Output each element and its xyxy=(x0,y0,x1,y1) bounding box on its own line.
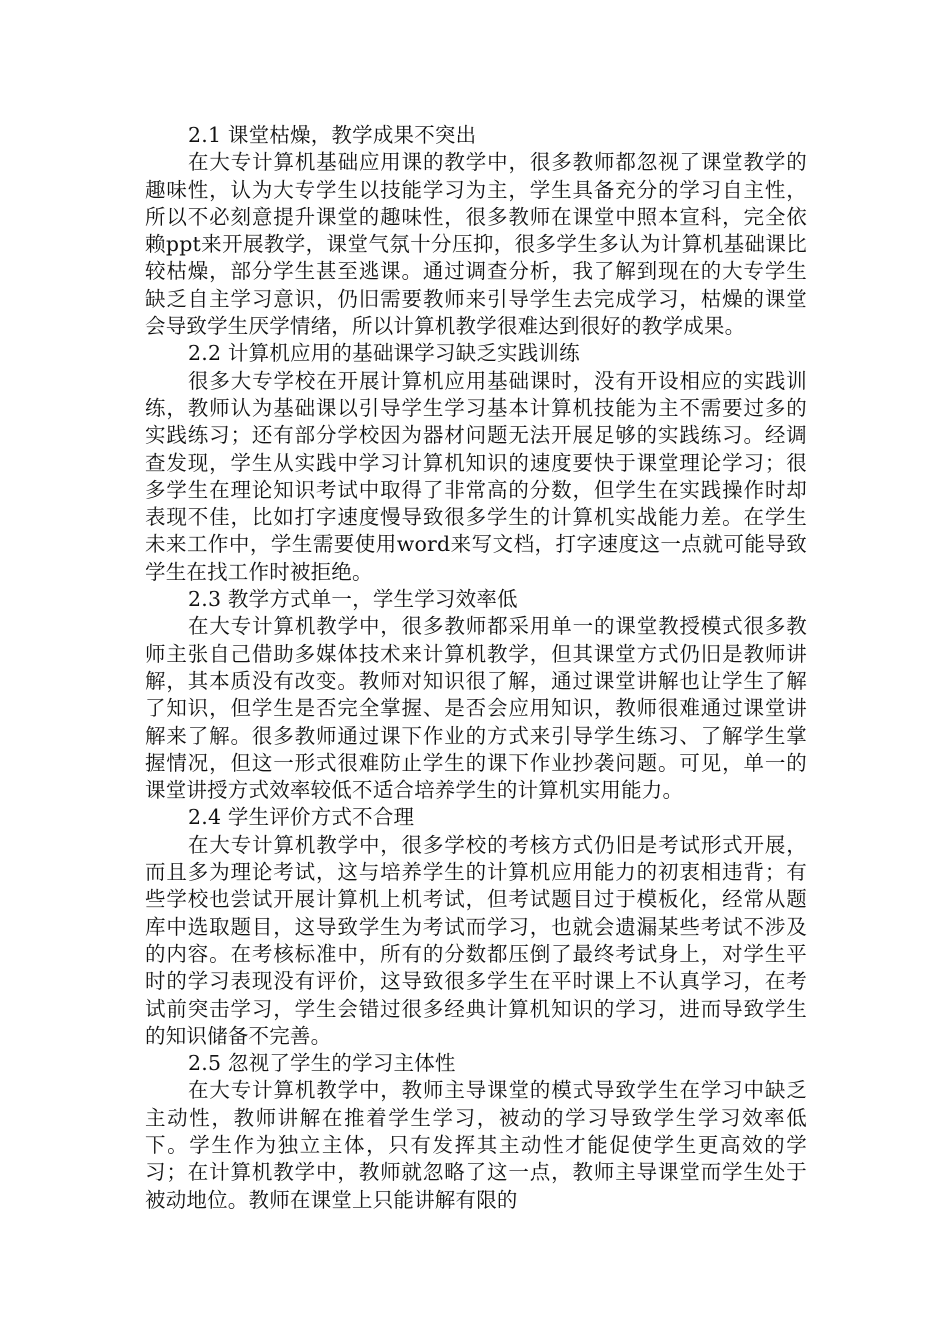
section-paragraph-2-5: 在大专计算机教学中，教师主导课堂的模式导致学生在学习中缺乏主动性，教师讲解在推着学生学习，被动的学习导致学生学习效率低下。学生作为独立主体，只有发挥其主动性才能促使学生更高效的学习；在计算机教学中，教师就忽略了这一点，教师主导课堂而学生处于被动地位。教师在课堂上只能讲解有限的 xyxy=(145,1078,807,1212)
section-heading-2-4: 2.4 学生评价方式不合理 xyxy=(188,805,415,830)
section-heading-2-5: 2.5 忽视了学生的学习主体性 xyxy=(188,1051,456,1076)
section-paragraph-2-2: 很多大专学校在开展计算机应用基础课时，没有开设相应的实践训练，教师认为基础课以引导学生学习基本计算机技能为主不需要过多的实践练习；还有部分学校因为器材问题无法开展足够的实践练习。经调查发现，学生从实践中学习计算机知识的速度要快于课堂理论学习；很多学生在理论知识考试中取得了非常高的分数，但学生在实践操作时却表现不佳，比如打字速度慢导致很多学生的计算机实战能力差。在学生未来工作中，学生需要使用word来写文档，打字速度这一点就可能导致学生在找工作时被拒绝。 xyxy=(145,368,807,584)
section-paragraph-2-4: 在大专计算机教学中，很多学校的考核方式仍旧是考试形式开展，而且多为理论考试，这与培养学生的计算机应用能力的初衷相违背；有些学校也尝试开展计算机上机考试，但考试题目过于模板化，经常从题库中选取题目，这导致学生为考试而学习，也就会遗漏某些考试不涉及的内容。在考核标准中，所有的分数都压倒了最终考试身上，对学生平时的学习表现没有评价，这导致很多学生在平时课上不认真学习，在考试前突击学习，学生会错过很多经典计算机知识的学习，进而导致学生的知识储备不完善。 xyxy=(145,832,807,1048)
section-paragraph-2-3: 在大专计算机教学中，很多教师都采用单一的课堂教授模式很多教师主张自己借助多媒体技术来计算机教学，但其课堂方式仍旧是教师讲解，其本质没有改变。教师对知识很了解，通过课堂讲解也让学生了解了知识，但学生是否完全掌握、是否会应用知识，教师很难通过课堂讲解来了解。很多教师通过课下作业的方式来引导学生练习、了解学生掌握情况，但这一形式很难防止学生的课下作业抄袭问题。可见，单一的课堂讲授方式效率较低不适合培养学生的计算机实用能力。 xyxy=(145,614,807,803)
section-heading-2-3: 2.3 教学方式单一，学生学习效率低 xyxy=(188,587,518,612)
section-heading-2-2: 2.2 计算机应用的基础课学习缺乏实践训练 xyxy=(188,341,580,366)
section-paragraph-2-1: 在大专计算机基础应用课的教学中，很多教师都忽视了课堂教学的趣味性，认为大专学生以技能学习为主，学生具备充分的学习自主性，所以不必刻意提升课堂的趣味性，很多教师在课堂中照本宣科，完全依赖ppt来开展教学，课堂气氛十分压抑，很多学生多认为计算机基础课比较枯燥，部分学生甚至逃课。通过调查分析，我了解到现在的大专学生缺乏自主学习意识，仍旧需要教师来引导学生去完成学习，枯燥的课堂会导致学生厌学情绪，所以计算机教学很难达到很好的教学成果。 xyxy=(145,150,807,339)
section-heading-2-1: 2.1 课堂枯燥，教学成果不突出 xyxy=(188,123,477,147)
document-page xyxy=(145,122,807,1214)
